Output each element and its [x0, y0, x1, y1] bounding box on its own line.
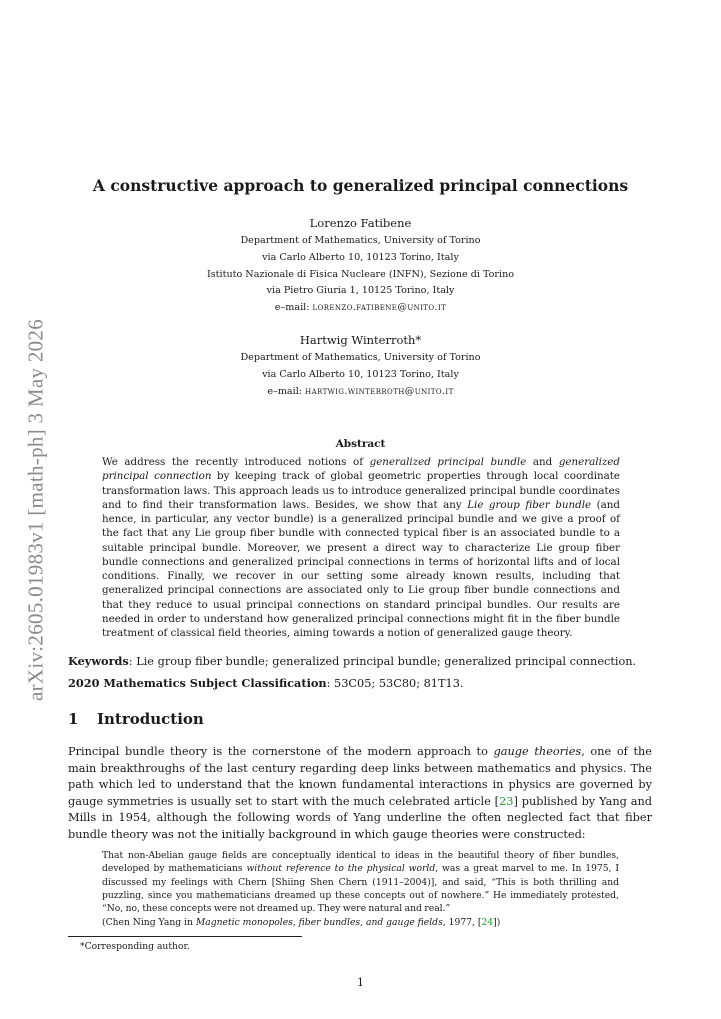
affiliation-line: Department of Mathematics, University of Torino	[240, 352, 481, 363]
keywords-label: Keywords	[68, 654, 129, 668]
quote-source-text: ])	[493, 917, 501, 928]
email-label: e–mail:	[274, 302, 310, 314]
affiliation-line: via Pietro Giuria 1, 10125 Torino, Italy	[266, 285, 455, 297]
msc-label: 2020 Mathematics Subject Classification	[68, 676, 327, 690]
email-label: e–mail:	[267, 385, 303, 397]
affiliation-line: via Carlo Alberto 10, 10123 Torino, Italy	[262, 251, 459, 263]
quote-source	[102, 917, 500, 928]
author-name-2: Hartwig Winterroth*	[299, 333, 422, 347]
footnote-rule	[68, 936, 302, 937]
email-address[interactable]: hartwig.winterroth@unito.it	[305, 385, 454, 397]
msc-line	[68, 676, 653, 690]
quote-text: , was a great marvel to me. In 1975, I discussed my feelings with Chern [Shiing Shen Chern (1911–2004)], and said, “This is both thrilling and puzzling, since you mathematicians dreamed up these concepts out of nowhere.” He immediately protested, “No, no, these concepts were not dreamed up. They were natural and real.”	[102, 863, 619, 915]
quote-source-text: , 1977, [	[442, 917, 482, 928]
section-title: Introduction	[97, 710, 204, 728]
intro-emphasis: gauge theories	[493, 745, 582, 758]
abstract-heading: Abstract	[335, 438, 386, 450]
section-number: 1	[68, 710, 79, 728]
citation-link[interactable]: 23	[499, 794, 514, 808]
author-2-email-line	[0, 384, 721, 401]
citation-link[interactable]: 24	[481, 917, 494, 928]
author-name-1: Lorenzo Fatibene	[309, 216, 412, 230]
arxiv-identifier: arXiv:2605.01983v1 [math-ph] 3 May 2026	[23, 318, 48, 702]
intro-text: , one of the main breakthroughs of the last century regarding deep links between mathematics and physics. The path which led to understand that the known fundamental interactions in physics are governed by gauge symmetries is usually set to start with the much celebrated article [	[68, 745, 652, 808]
affiliation-line: Department of Mathematics, University of Torino	[240, 235, 481, 246]
abstract-emphasis: Lie group fiber bundle	[467, 498, 592, 511]
author-1-affiliation	[0, 233, 721, 317]
msc-text: : 53C05; 53C80; 81T13.	[326, 677, 464, 690]
author-1-email-line	[0, 300, 721, 317]
abstract-body	[102, 455, 620, 640]
keywords-text: : Lie group fiber bundle; generalized principal bundle; generalized principal connection.	[128, 655, 637, 668]
keywords-line	[68, 654, 653, 668]
page-number: 1	[357, 976, 364, 989]
quote-source-title: Magnetic monopoles, fiber bundles, and gauge fields	[195, 917, 443, 928]
abstract-text: We address the recently introduced notions of	[102, 456, 370, 468]
yang-quote	[102, 849, 619, 915]
affiliation-line: via Carlo Alberto 10, 10123 Torino, Italy	[262, 368, 459, 380]
footnote: *Corresponding author.	[80, 941, 190, 952]
email-address[interactable]: lorenzo.fatibene@unito.it	[312, 302, 447, 314]
author-2-affiliation	[0, 350, 721, 400]
intro-paragraph	[68, 744, 652, 844]
section-heading	[68, 710, 204, 728]
paper-title: A constructive approach to generalized principal connections	[92, 176, 629, 195]
abstract-emphasis: generalized principal bundle	[369, 456, 527, 468]
quote-text: That non-Abelian gauge fields are conceptually identical to ideas in the beautiful theory of fiber bundles, developed by mathematicians	[102, 850, 619, 875]
abstract-text: by keeping track of global geometric properties through local coordinate transformation laws. This approach leads us to introduce generalized principal bundle coordinates and to find their transformation laws. Besides, we show that any	[102, 470, 620, 511]
affiliation-line: Istituto Nazionale di Fisica Nucleare (INFN), Sezione di Torino	[206, 268, 515, 280]
abstract-emphasis: generalized principal connection	[102, 456, 620, 483]
quote-source-text: (Chen Ning Yang in	[102, 917, 196, 928]
abstract-text: and	[526, 456, 559, 468]
intro-text: ] published by Yang and Mills in 1954, although the following words of Yang underline the often neglected fact that fiber bundle theory was not the initially background in which gauge theories were constructed:	[68, 794, 653, 841]
intro-text: Principal bundle theory is the cornerstone of the modern approach to	[68, 745, 494, 758]
abstract-text: (and hence, in particular, any vector bundle) is a generalized principal bundle and we give a proof of the fact that any Lie group fiber bundle with connected typical fiber is an associated bundle to a suitable principal bundle. Moreover, we present a direct way to characterize Lie group fiber bundle connections and generalized principal connections in terms of horizontal lifts and of local conditions. Finally, we recover in our setting some already known results, including that generalized principal connections are associated only to Lie group fiber bundle connections and that they reduce to usual principal connections on standard principal bundles. Our results are needed in order to understand how generalized principal connections might fit in the fiber bundle treatment of classical field theories, aiming towards a notion of generalized gauge theory.	[102, 498, 620, 639]
quote-emphasis: without reference to the physical world	[246, 863, 436, 875]
